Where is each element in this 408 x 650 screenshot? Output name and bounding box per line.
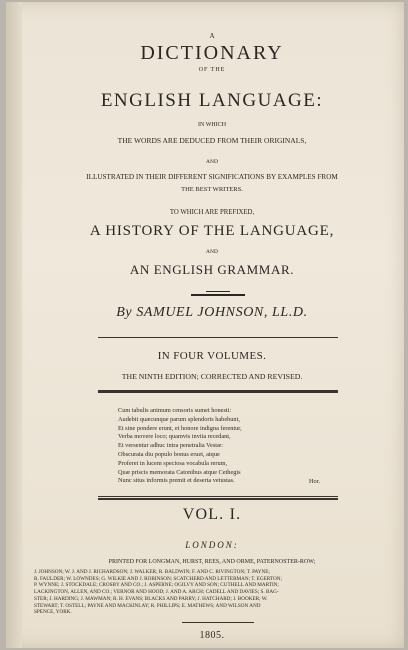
- motto-source: Hor.: [309, 478, 321, 485]
- motto-line: Et sine pondere erunt, et honore indigna ferentur,: [118, 424, 242, 432]
- imprint-printed-for: PRINTED FOR LONGMAN, HURST, REES, AND ORME, PATERNOSTER-ROW;: [108, 559, 316, 565]
- subtitle-words-deduced: THE WORDS ARE DEDUCED FROM THEIR ORIGINALS,: [117, 136, 307, 145]
- motto-line: Proferet in lucem speciosa vocabula rerum,: [118, 459, 228, 467]
- motto-line: Audebit quæcunque parum splendoris habebunt,: [118, 415, 240, 423]
- title-page: [6, 2, 404, 648]
- imprint-publishers: [34, 569, 394, 616]
- motto-line: Quæ priscis memorata Catonibus atque Cethegis: [118, 468, 241, 476]
- imprint-rule: [182, 622, 254, 623]
- imprint-line: P. WYNNE; J. STOCKDALE; CROSBY AND CO.; J. ASPERNE; OGILVY AND SON; CUTHELL AND MARTIN;: [34, 582, 279, 589]
- ornament-rule-top: [206, 291, 230, 292]
- subtitle-best-writers: THE BEST WRITERS.: [181, 186, 243, 193]
- motto-line: Obscurata diu populo bonus eruet, atque: [118, 450, 220, 458]
- subtitle-history: A HISTORY OF THE LANGUAGE,: [89, 223, 335, 239]
- subtitle-and-1: AND: [206, 159, 218, 165]
- ornament-rule: [191, 294, 245, 296]
- motto-line: Et versentur adhuc intra penetralia Vestæ:: [118, 442, 223, 450]
- motto-line: Nunc situs informis premit et deserta vetustas.: [118, 477, 235, 485]
- motto-line: Cum tabulis animum censoris sumet honesti:: [118, 407, 232, 414]
- divider-rule: [98, 498, 338, 500]
- title-dictionary: DICTIONARY: [140, 42, 284, 64]
- volumes-line: IN FOUR VOLUMES.: [157, 350, 267, 362]
- imprint-line: J. JOHNSON; W. J. AND J. RICHARDSON; J. WALKER; R. BALDWIN; F. AND C. RIVINGTON; T. PAYNE;: [34, 569, 270, 575]
- subtitle-prefixed: TO WHICH ARE PREFIXED,: [169, 209, 255, 216]
- subtitle-and-2: AND: [206, 249, 218, 255]
- title-of-the: OF THE: [198, 67, 226, 73]
- title-english-language: ENGLISH LANGUAGE:: [100, 90, 324, 111]
- divider-rule: [98, 392, 338, 393]
- imprint-line: SPENCE, YORK.: [34, 609, 72, 616]
- subtitle-grammar: AN ENGLISH GRAMMAR.: [129, 262, 295, 277]
- subtitle-in-which: IN WHICH: [197, 122, 227, 128]
- imprint-line: R. FAULDER; W. LOWNDES; G. WILKIE AND J. ROBINSON; SCATCHERD AND LETTERMAN; T. EGERTON;: [34, 575, 282, 582]
- publication-year: 1805.: [199, 630, 225, 641]
- divider-rule: [98, 496, 338, 497]
- imprint-line: STER; J. HARDING; J. MAWMAN; R. H. EVANS; BLACKS AND PARRY; J. HATCHARD; J. BOOKER; W.: [34, 595, 268, 602]
- latin-motto: [118, 407, 348, 486]
- title-article: A: [209, 32, 215, 40]
- imprint-line: LACKINGTON, ALLEN, AND CO.; VERNOR AND HOOD; J. AND A. ARCH; CADELL AND DAVIES; S. BAG-: [34, 589, 279, 596]
- imprint-place: LONDON:: [185, 540, 239, 550]
- page-gutter: [6, 2, 22, 648]
- motto-line: Verba movere loco; quamvis invita recedant,: [118, 433, 231, 441]
- author-line: By SAMUEL JOHNSON, LL.D.: [116, 305, 308, 320]
- volume-number: VOL. I.: [182, 506, 242, 523]
- edition-line: THE NINTH EDITION; CORRECTED AND REVISED.: [121, 372, 303, 381]
- divider-rule: [98, 337, 338, 338]
- imprint-line: STEWART; T. OSTELL; PAYNE AND MACKINLAY; R. PHILLIPS; E. MATHEWS; AND WILSON AND: [34, 602, 261, 609]
- subtitle-illustrated: ILLUSTRATED IN THEIR DIFFERENT SIGNIFICATIONS BY EXAMPLES FROM: [86, 173, 338, 181]
